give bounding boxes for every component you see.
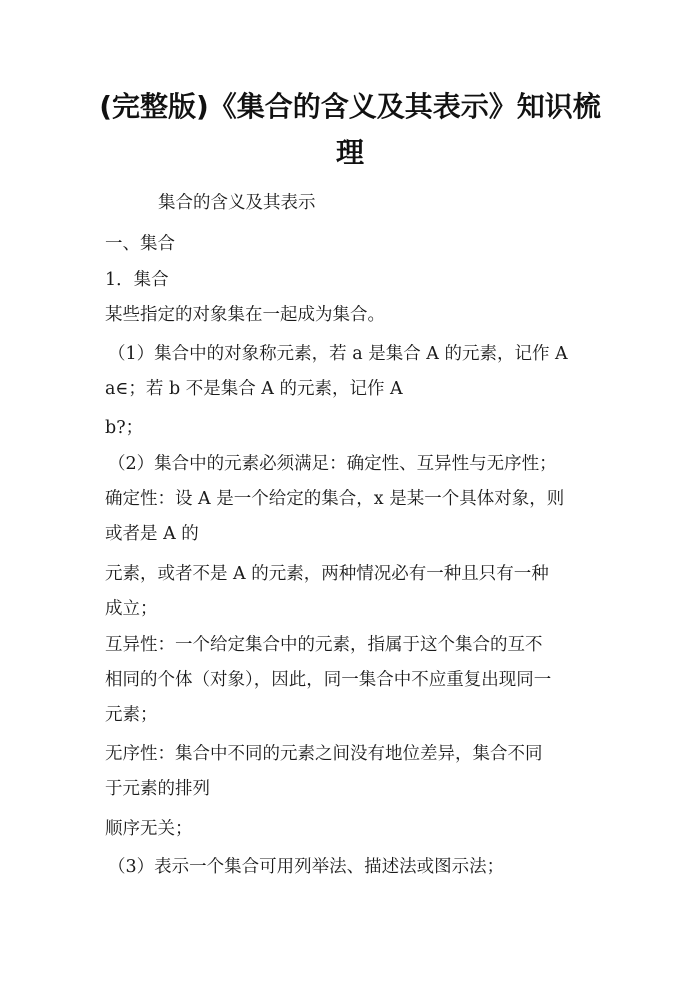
- body-line: 互异性：一个给定集合中的元素，指属于这个集合的互不: [105, 635, 543, 655]
- body-line: 顺序无关；: [105, 819, 193, 839]
- section-subtitle: 集合的含义及其表示: [158, 193, 316, 213]
- document-title-line-2: 理: [335, 136, 364, 169]
- body-line: （3）表示一个集合可用列举法、描述法或图示法；: [108, 857, 505, 877]
- body-line: （2）集合中的元素必须满足：确定性、互异性与无序性；: [108, 454, 557, 474]
- body-line: 1．集合: [105, 270, 169, 290]
- body-line: 元素，或者不是 A 的元素，两种情况必有一种且只有一种: [105, 564, 549, 584]
- body-line: a∈；若 b 不是集合 A 的元素，记作 A: [105, 379, 403, 399]
- body-line: 一、集合: [105, 234, 175, 254]
- body-line: 或者是 A 的: [105, 524, 199, 544]
- body-line: b?；: [105, 418, 144, 438]
- body-line: 于元素的排列: [105, 779, 210, 799]
- body-line: 确定性：设 A 是一个给定的集合，x 是某一个具体对象，则: [105, 489, 565, 509]
- body-line: 成立；: [105, 599, 158, 619]
- document-title-line-1: (完整版)《集合的含义及其表示》知识梳: [99, 90, 601, 123]
- body-line: 无序性：集合中不同的元素之间没有地位差异，集合不同: [105, 744, 543, 764]
- body-line: （1）集合中的对象称元素，若 a 是集合 A 的元素，记作 A: [108, 344, 568, 364]
- body-line: 某些指定的对象集在一起成为集合。: [105, 305, 385, 325]
- body-line: 相同的个体（对象），因此，同一集合中不应重复出现同一: [105, 670, 552, 690]
- body-line: 元素；: [105, 705, 158, 725]
